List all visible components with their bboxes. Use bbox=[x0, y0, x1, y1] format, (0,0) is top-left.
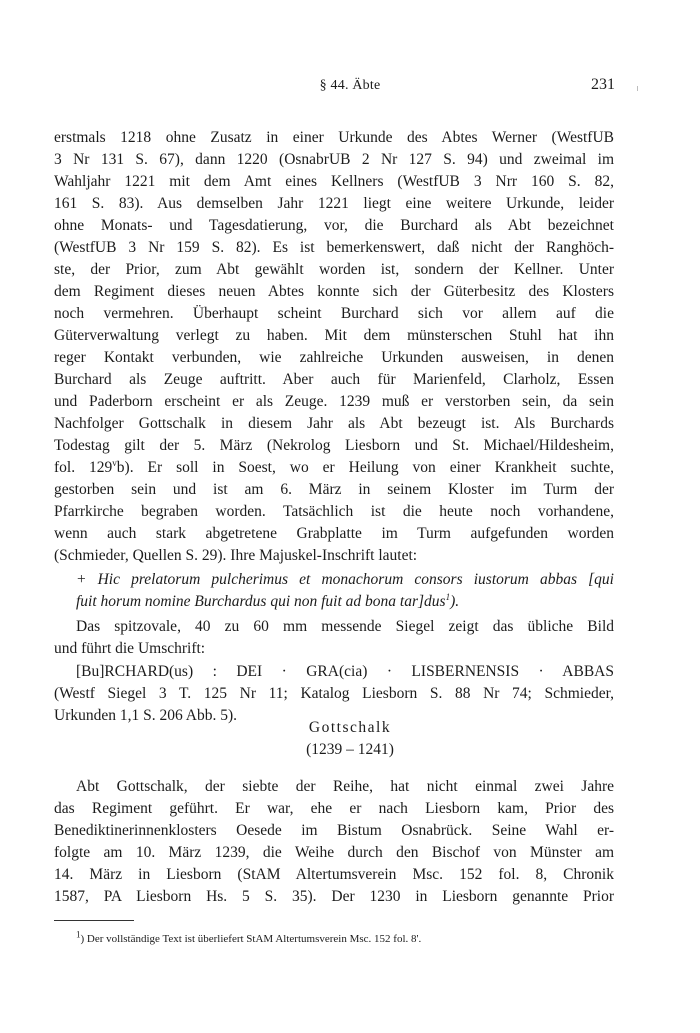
text-line: [Bu]RCHARD(us) : DEI · GRA(cia) · LISBERNENSIS · ABBAS bbox=[76, 663, 614, 680]
inscription-line bbox=[76, 591, 614, 613]
text-line: 161 S. 83). Aus demselben Jahr 1221 liegt eine weitere Urkunde, leider bbox=[54, 195, 614, 212]
text-line: dem Regiment dieses neuen Abtes konnte sich der Güterbesitz des Klosters bbox=[54, 283, 614, 300]
inscription-line: + Hic prelatorum pulcherimus et monachorum consors iustorum abbas [qui bbox=[76, 571, 614, 588]
text-line: das Regiment geführt. Er war, ehe er nach Liesborn kam, Prior des bbox=[54, 800, 614, 817]
text-line: ohne Monats- und Tagesdatierung, vor, die Burchard als Abt bezeichnet bbox=[54, 217, 614, 234]
text-line: (Schmieder, Quellen S. 29). Ihre Majuskel-Inschrift lautet: bbox=[54, 547, 418, 564]
footnote-rule bbox=[54, 920, 134, 921]
footnote-reference: 1 bbox=[445, 591, 451, 602]
text-line: gestorben sein und ist am 6. März in seinem Kloster im Turm der bbox=[54, 481, 614, 498]
text-line: 14. März in Liesborn (StAM Altertumsverein Msc. 152 fol. 8, Chronik bbox=[54, 866, 614, 883]
text-line: erstmals 1218 ohne Zusatz in einer Urkunde des Abtes Werner (WestfUB bbox=[54, 129, 614, 146]
text-line: Pfarrkirche begraben worden. Tatsächlich ist die heute noch vorhandene, bbox=[54, 503, 614, 520]
text-line: Burchard als Zeuge auftritt. Aber auch für Marienfeld, Clarholz, Essen bbox=[54, 371, 614, 388]
text-line: noch vermehren. Überhaupt scheint Burchard sich vor allem auf die bbox=[54, 305, 614, 322]
text-line: folgte am 10. März 1239, die Weihe durch den Bischof von Münster am bbox=[54, 844, 614, 861]
heading-abbot-dates: (1239 – 1241) bbox=[306, 741, 394, 758]
running-header: § 44. Äbte bbox=[319, 78, 381, 93]
text-line: wenn auch stark abgetretene Grabplatte im Turm aufgefunden worden bbox=[54, 525, 614, 542]
text-line: Wahljahr 1221 mit dem Amt eines Kellners (WestfUB 3 Nrr 160 S. 82, bbox=[54, 173, 614, 190]
text-line: Urkunden 1,1 S. 206 Abb. 5). bbox=[54, 707, 237, 724]
text-line: Benediktinerinnenklosters Oesede im Bistum Osnabrück. Seine Wahl er- bbox=[54, 822, 614, 839]
text-line: reger Kontakt verbunden, wie zahlreiche Urkunden ausweisen, in denen bbox=[54, 349, 614, 366]
text-line: und Paderborn erscheint er als Zeuge. 1239 muß er verstorben sein, da sein bbox=[54, 393, 614, 410]
footnote-marker: 1 bbox=[76, 929, 81, 940]
text-line: 1587, PA Liesborn Hs. 5 S. 35). Der 1230 in Liesborn genannte Prior bbox=[54, 888, 614, 905]
text-line: ste, der Prior, zum Abt gewählt worden ist, sondern der Kellner. Unter bbox=[54, 261, 614, 278]
heading-abbot-name: Gottschalk bbox=[308, 719, 392, 736]
text-line: Güterverwaltung verlegt zu haben. Mit dem münsterschen Stuhl hat ihn bbox=[54, 327, 614, 344]
text-line: 3 Nr 131 S. 67), dann 1220 (OsnabrUB 2 Nr 127 S. 94) und zweimal im bbox=[54, 151, 614, 168]
superscript-v: v bbox=[112, 457, 117, 468]
text-line: Abt Gottschalk, der siebte der Reihe, hat nicht einmal zwei Jahre bbox=[76, 778, 614, 795]
text-line: Todestag gilt der 5. März (Nekrolog Liesborn und St. Michael/Hildesheim, bbox=[54, 437, 614, 454]
margin-mark bbox=[637, 86, 638, 91]
text-line: (Westf Siegel 3 T. 125 Nr 11; Katalog Liesborn S. 88 Nr 74; Schmieder, bbox=[54, 685, 614, 702]
page-number: 231 bbox=[591, 76, 615, 93]
inscription-text: fuit horum nomine Burchardus qui non fuit ad bona tar]dus bbox=[76, 593, 446, 610]
text-line: Das spitzovale, 40 zu 60 mm messende Siegel zeigt das übliche Bild bbox=[76, 618, 614, 635]
footnote bbox=[76, 929, 422, 945]
footnote-text: ) Der vollständige Text ist überliefert StAM Altertumsverein Msc. 152 fol. 8'. bbox=[80, 933, 422, 945]
text-line: (WestfUB 3 Nr 159 S. 82). Es ist bemerkenswert, daß nicht der Ranghöch- bbox=[54, 239, 614, 256]
text-line: Nachfolger Gottschalk in diesem Jahr als Abt bezeugt ist. Als Burchards bbox=[54, 415, 614, 432]
text-line: und führt die Umschrift: bbox=[54, 640, 206, 657]
inscription-end: ). bbox=[450, 593, 460, 610]
text-line: fol. 129$^v$b). Er soll in Soest, wo er Heilung von einer Krankheit suchte, bbox=[54, 457, 614, 476]
